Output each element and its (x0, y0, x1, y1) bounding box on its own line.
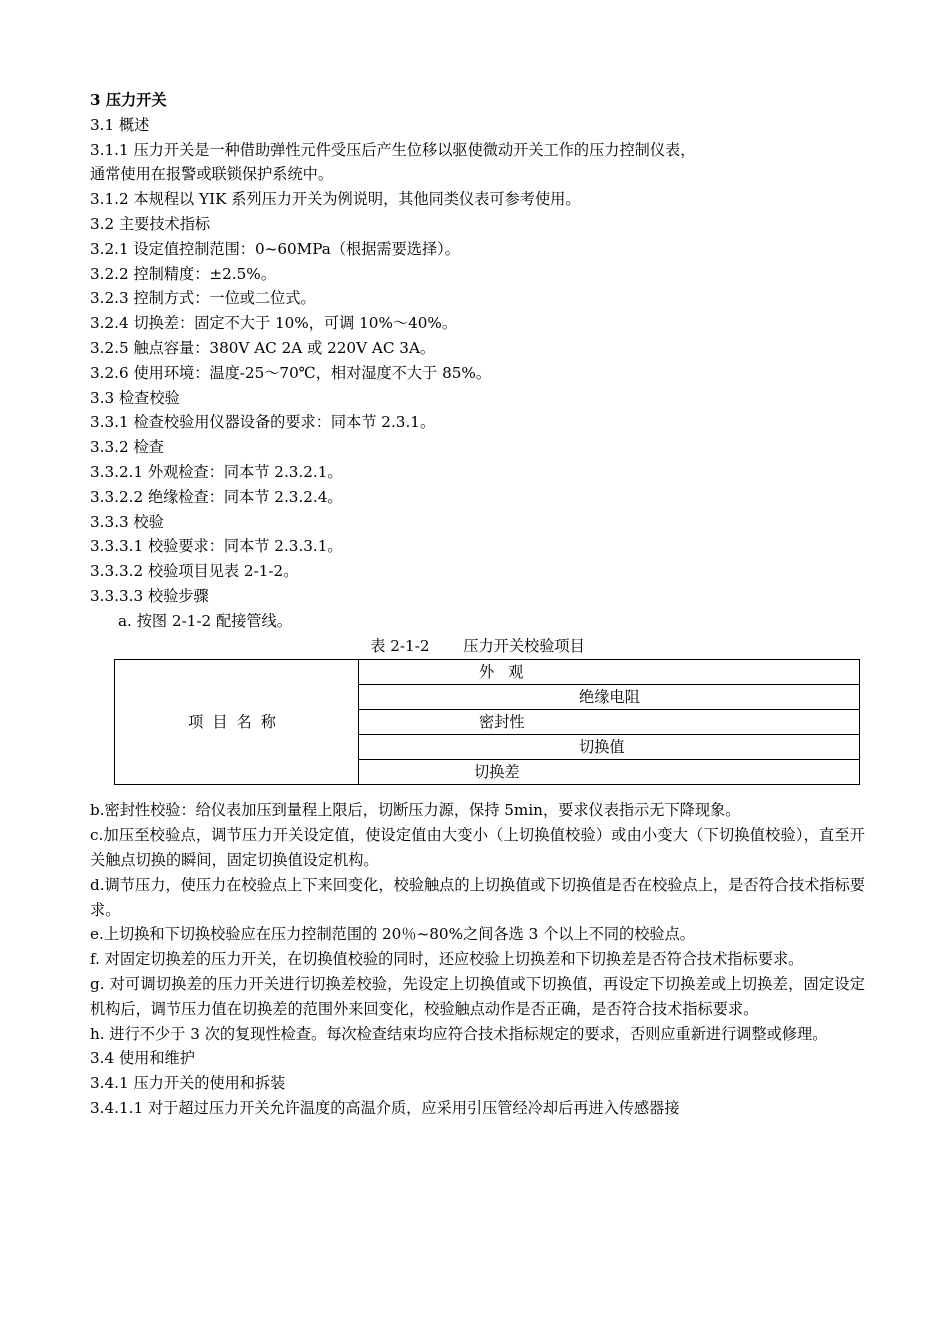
text-line: 3.2.3 控制方式：一位或二位式。 (90, 289, 316, 308)
text-line: 通常使用在报警或联锁保护系统中。 (90, 165, 333, 184)
text-line: 3.1 概述 (90, 115, 150, 134)
text-line: 3.3.3.3 校验步骤 (90, 586, 209, 605)
item-name-header: 项目名称 (115, 660, 359, 785)
text-line: 3.3.2 检查 (90, 438, 164, 457)
text-line: 3.2.4 切换差：固定不大于 10%，可调 10%～40%。 (90, 314, 458, 333)
document-body (90, 88, 865, 1121)
text-line: 3.4.1.1 对于超过压力开关允许温度的高温介质，应采用引压管经冷却后再进入传感器接 (90, 1098, 680, 1117)
table-caption: 表 2-1-2 压力开关校验项目 (370, 636, 585, 655)
table-row (115, 660, 860, 685)
text-line: 3.3.3.2 校验项目见表 2-1-2。 (90, 562, 299, 581)
step-g: g. 对可调切换差的压力开关进行切换差校验，先设定上切换值或下切换值，再设定下切换差或上切换差，固定设定机构后，调节压力值在切换差的范围外来回变化，校验触点动作是否正确，是否符合技术指标要求。 (90, 974, 865, 1018)
text-line: 3.3.3 校验 (90, 512, 164, 531)
step-e: e.上切换和下切换校验应在压力控制范围的 20％~80%之间各选 3 个以上不同的校验点。 (90, 925, 695, 944)
table-cell-item: 绝缘电阻 (359, 685, 860, 710)
step-d: d.调节压力，使压力在校验点上下来回变化，校验触点的上切换值或下切换值是否在校验点上，是否符合技术指标要求。 (90, 875, 865, 919)
text-line: 3.2.5 触点容量：380V AC 2A 或 220V AC 3A。 (90, 338, 436, 357)
table-cell-item: 外观 (359, 660, 860, 685)
table-cell-item: 密封性 (359, 710, 860, 735)
text-line: 3.1.1 压力开关是一种借助弹性元件受压后产生位移以驱使微动开关工作的压力控制仪表， (90, 140, 696, 159)
text-line: 3.4 使用和维护 (90, 1049, 195, 1068)
text-line: 3.3.2.2 绝缘检查：同本节 2.3.2.4。 (90, 487, 343, 506)
text-line: 3.2.1 设定值控制范围：0~60MPa（根据需要选择）。 (90, 239, 460, 258)
text-line: 3.2.2 控制精度：±2.5%。 (90, 264, 276, 283)
section-heading: 3 压力开关 (90, 91, 167, 109)
step-a: a. 按图 2-1-2 配接管线。 (118, 611, 292, 630)
table-cell-item: 切换差 (359, 760, 860, 785)
step-b: b.密封性校验：给仪表加压到量程上限后，切断压力源，保持 5min，要求仪表指示无下降现象。 (90, 801, 741, 820)
text-line: 3.2.6 使用环境：温度-25～70℃，相对湿度不大于 85%。 (90, 363, 492, 382)
step-f: f. 对固定切换差的压力开关，在切换值校验的同时，还应校验上切换差和下切换差是否符合技术指标要求。 (90, 950, 804, 969)
text-line: 3.2 主要技术指标 (90, 214, 211, 233)
text-line: 3.3.1 检查校验用仪器设备的要求：同本节 2.3.1。 (90, 413, 436, 432)
text-line: 3.4.1 压力开关的使用和拆装 (90, 1074, 286, 1093)
step-c: c.加压至校验点，调节压力开关设定值，使设定值由大变小（上切换值校验）或由小变大（下切换值校验），直至开关触点切换的瞬间，固定切换值设定机构。 (90, 826, 865, 869)
check-items-table (114, 659, 860, 785)
text-line: 3.1.2 本规程以 YIK 系列压力开关为例说明，其他同类仪表可参考使用。 (90, 190, 581, 209)
text-line: 3.3 检查校验 (90, 388, 180, 407)
text-line: 3.3.3.1 校验要求：同本节 2.3.3.1。 (90, 537, 343, 556)
text-line: 3.3.2.1 外观检查：同本节 2.3.2.1。 (90, 462, 343, 481)
table-cell-item: 切换值 (359, 735, 860, 760)
step-h: h. 进行不少于 3 次的复现性检查。每次检查结束均应符合技术指标规定的要求，否则应重新进行调整或修理。 (90, 1024, 828, 1043)
